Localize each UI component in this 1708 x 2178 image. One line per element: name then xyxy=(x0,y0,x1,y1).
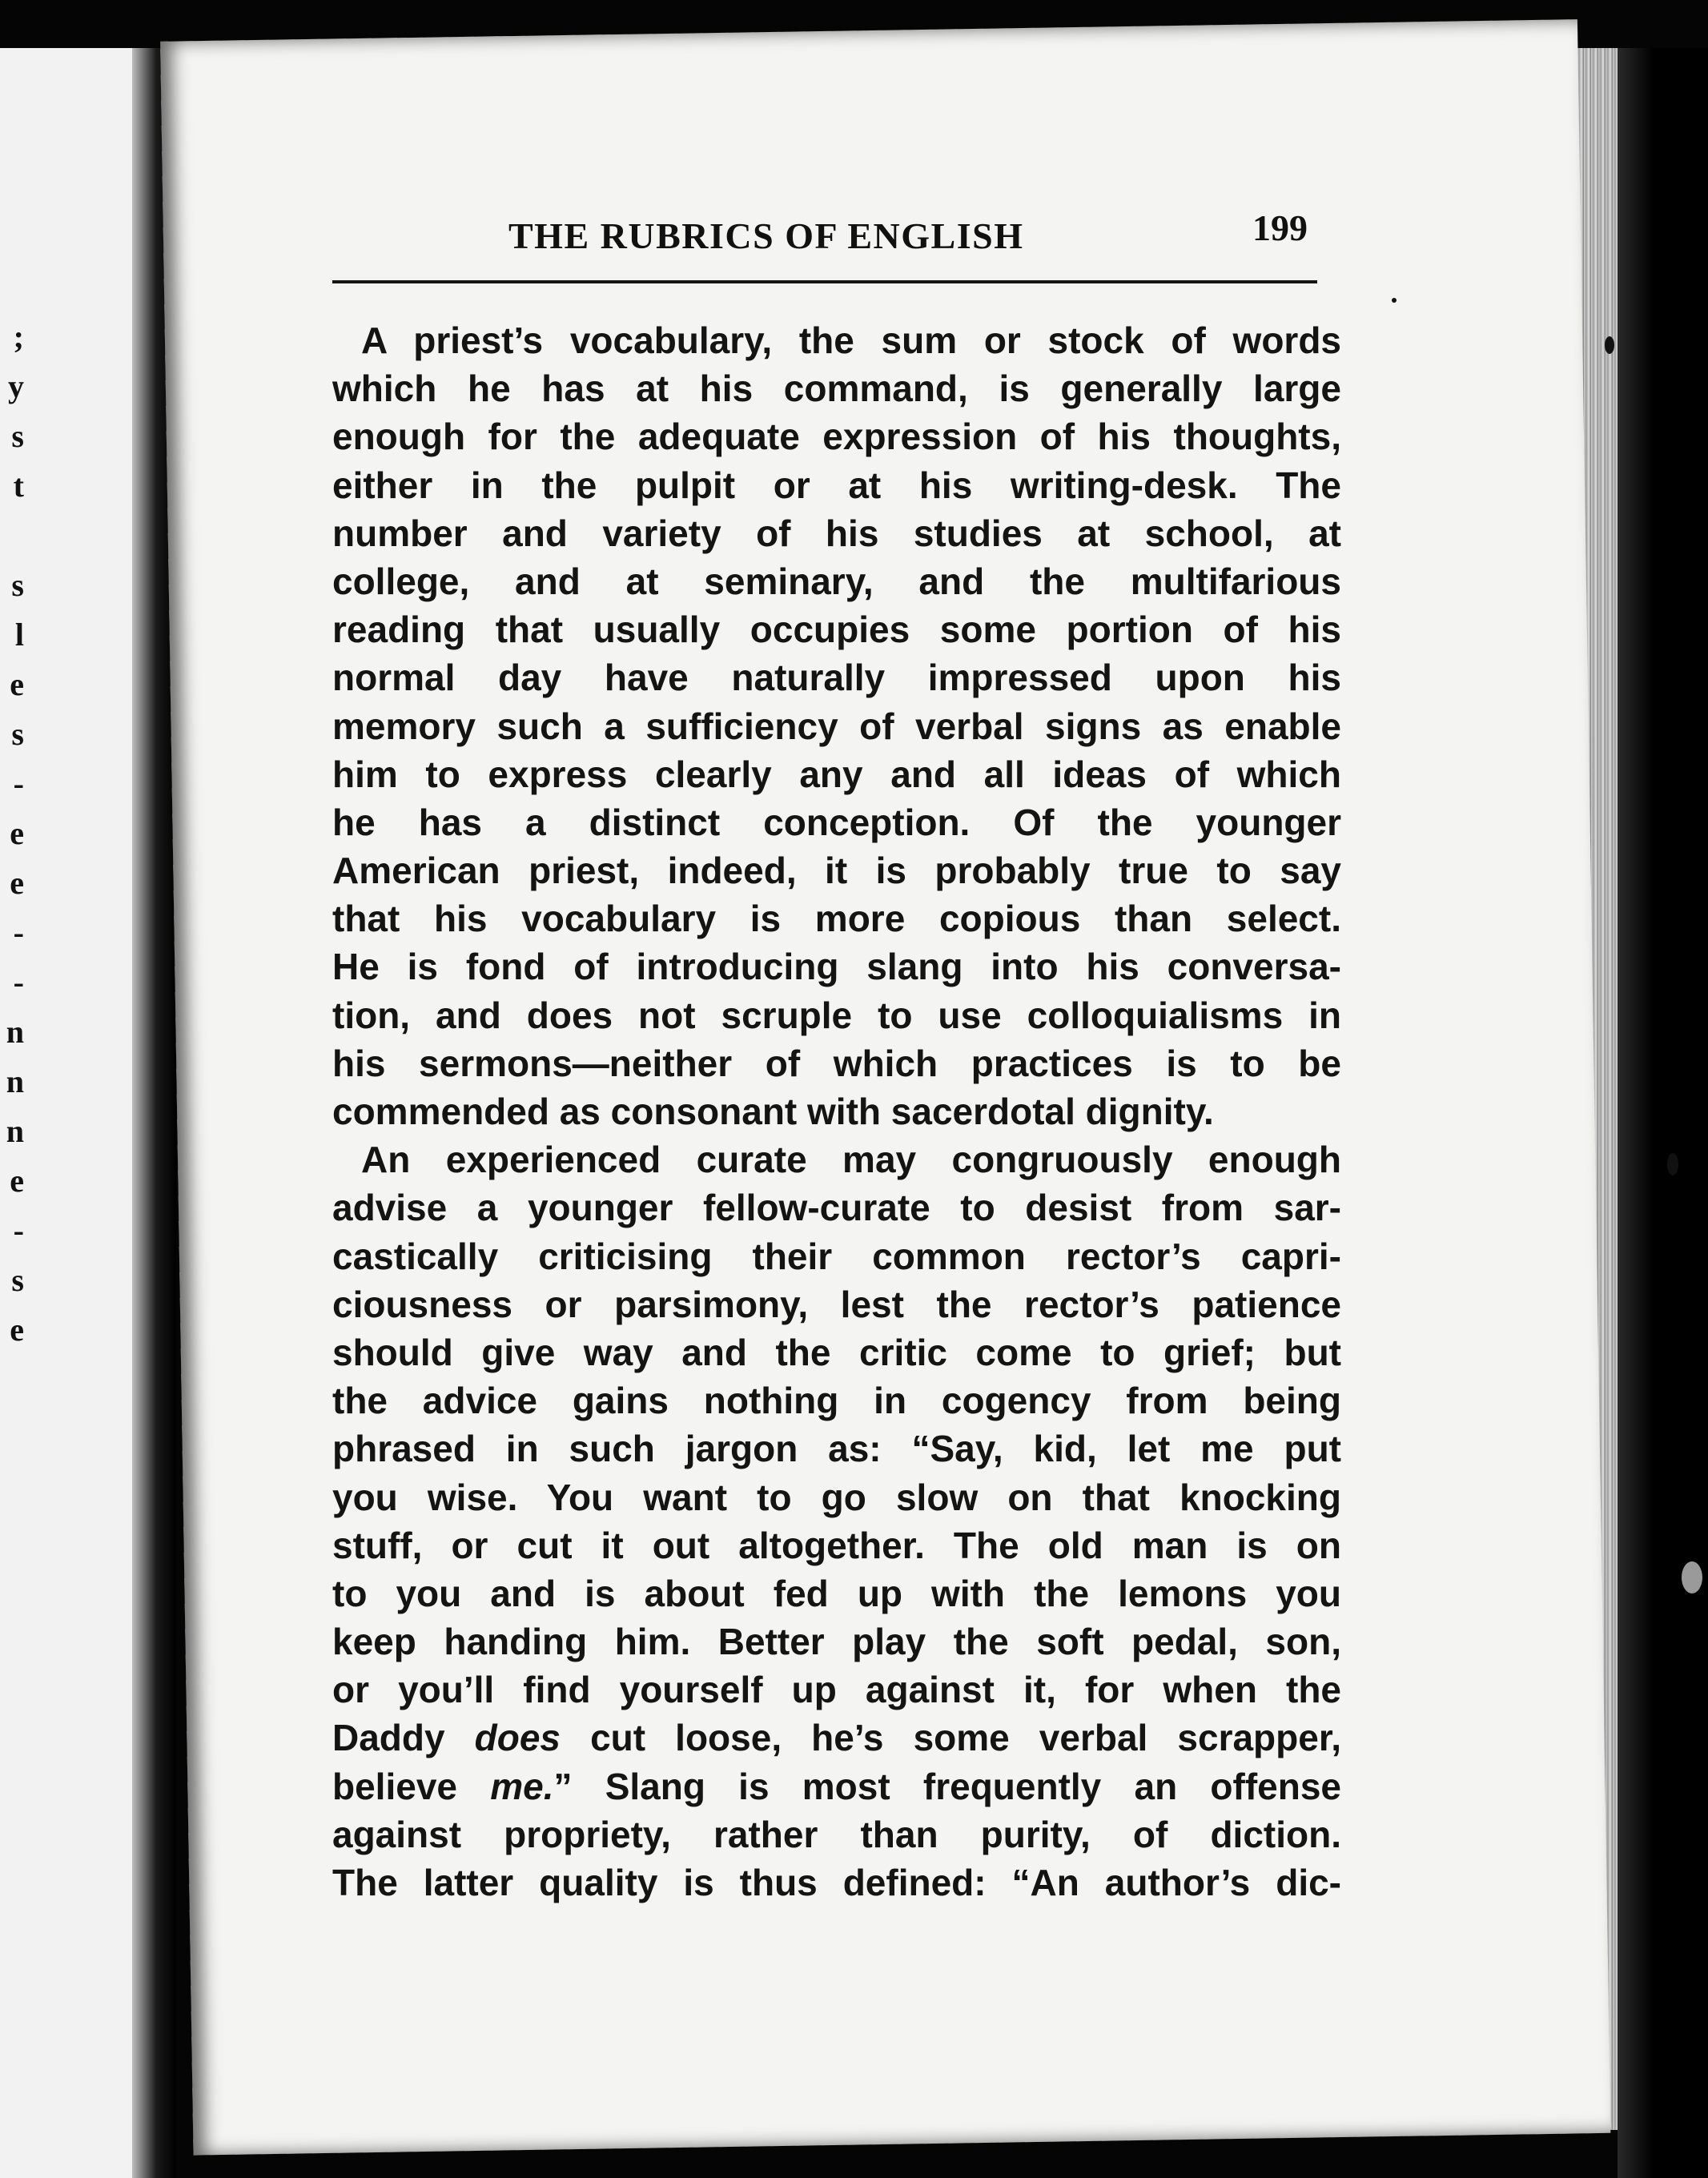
text-line: Daddy does cut loose, he’s some verbal scrapper, xyxy=(332,1717,1341,1759)
line-end-fragment: s xyxy=(11,716,24,752)
header-rule xyxy=(332,280,1317,283)
scan-speck xyxy=(1392,298,1397,303)
text-line: phrased in such jargon as: “Say, kid, let me put xyxy=(332,1428,1341,1470)
scan-border-right xyxy=(1618,48,1708,2178)
paragraph-1 xyxy=(332,316,1341,1135)
running-head: THE RUBRICS OF ENGLISH xyxy=(508,215,1024,256)
text-line: He is fond of introducing slang into his conversa- xyxy=(332,946,1341,988)
text-line: the advice gains nothing in cogency from being xyxy=(332,1380,1341,1422)
line-end-fragment: - xyxy=(13,964,24,1000)
text-line: his sermons—neither of which practices is to be xyxy=(332,1042,1341,1084)
line-end-fragment: e xyxy=(10,666,24,702)
text-line: American priest, indeed, it is probably true to say xyxy=(332,850,1341,892)
text-line: believe me.” Slang is most frequently an offense xyxy=(332,1765,1341,1807)
line-end-fragment xyxy=(0,511,24,561)
text-line: you wise. You want to go slow on that knocking xyxy=(332,1476,1341,1518)
line-end-fragment: - xyxy=(13,766,24,802)
line-end-fragment: s xyxy=(11,567,24,603)
line-end-fragment: y xyxy=(8,368,24,404)
text-line: A priest’s vocabulary, the sum or stock of words xyxy=(361,319,1341,361)
facing-page-left xyxy=(0,48,148,2178)
text-line: he has a distinct conception. Of the younger xyxy=(332,801,1341,843)
text-line: which he has at his command, is generally large xyxy=(332,368,1341,410)
scan-speck xyxy=(1605,336,1614,354)
text-line: keep handing him. Better play the soft pedal, son, xyxy=(332,1621,1341,1663)
text-line: either in the pulpit or at his writing-desk. The xyxy=(332,464,1341,506)
text-line: should give way and the critic come to grief; but xyxy=(332,1331,1341,1373)
text-line: that his vocabulary is more copious than select. xyxy=(332,898,1341,940)
text-line: castically criticising their common rector’s capri- xyxy=(332,1235,1341,1277)
italic-word: me. xyxy=(490,1765,554,1807)
text-line: or you’ll find yourself up against it, for when the xyxy=(332,1669,1341,1711)
line-end-fragment: e xyxy=(10,865,24,901)
text-line: to you and is about fed up with the lemons you xyxy=(332,1572,1341,1614)
facing-page-line-ends xyxy=(0,312,24,1355)
text-line: him to express clearly any and all ideas of which xyxy=(332,753,1341,795)
line-end-fragment: n xyxy=(6,1113,24,1149)
scan-speck xyxy=(1667,1153,1678,1175)
paragraph-2 xyxy=(332,1135,1341,1907)
text-line: reading that usually occupies some portion of his xyxy=(332,609,1341,651)
line-end-fragment: ; xyxy=(13,319,24,355)
text-line: against propriety, rather than purity, of diction. xyxy=(332,1813,1341,1855)
line-end-fragment: s xyxy=(11,1262,24,1298)
line-end-fragment: e xyxy=(10,815,24,851)
text-line: The latter quality is thus defined: “An author’s dic- xyxy=(332,1862,1341,1903)
text-line: number and variety of his studies at school, at xyxy=(332,512,1341,554)
italic-word: does xyxy=(474,1717,561,1759)
line-end-fragment: - xyxy=(13,914,24,950)
line-end-fragment: l xyxy=(14,617,24,653)
line-end-fragment: - xyxy=(13,1212,24,1248)
text-line: stuff, or cut it out altogether. The old man is on xyxy=(332,1524,1341,1566)
text-line: normal day have naturally impressed upon his xyxy=(332,657,1341,699)
text-line: tion, and does not scruple to use colloquialisms in xyxy=(332,994,1341,1036)
line-end-fragment: e xyxy=(10,1312,24,1348)
line-end-fragment: e xyxy=(10,1163,24,1199)
body-text xyxy=(332,316,1341,1907)
line-end-fragment: n xyxy=(6,1014,24,1050)
line-end-fragment: s xyxy=(11,418,24,454)
text-line: ciousness or parsimony, lest the rector’s patience xyxy=(332,1283,1341,1325)
line-end-fragment: n xyxy=(6,1063,24,1099)
page-header xyxy=(332,207,1317,261)
scan-speck xyxy=(1682,1561,1702,1593)
text-line: college, and at seminary, and the multifarious xyxy=(332,560,1341,602)
page-number: 199 xyxy=(1252,207,1308,248)
text-line: memory such a sufficiency of verbal signs as enable xyxy=(332,705,1341,747)
line-end-fragment: t xyxy=(13,468,24,504)
text-line: commended as consonant with sacerdotal dignity. xyxy=(332,1091,1214,1132)
text-line: enough for the adequate expression of his thoughts, xyxy=(332,416,1341,458)
text-line: An experienced curate may congruously enough xyxy=(361,1139,1341,1181)
text-line: advise a younger fellow-curate to desist from sar- xyxy=(332,1187,1341,1229)
